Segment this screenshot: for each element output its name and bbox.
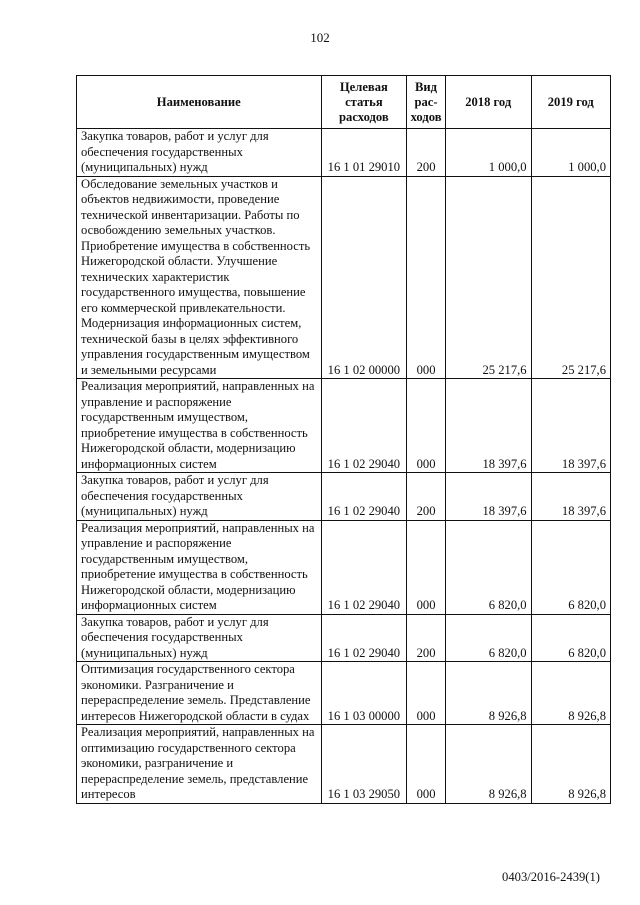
row-amount-2018: 18 397,6 [445,473,531,521]
row-name: Реализация мероприятий, направленных на управление и распоряжение государственным имуществом, приобретение имущества в собственность Нижегородской области, модернизацию информационных систем [77,520,322,614]
row-amount-2018: 18 397,6 [445,379,531,473]
row-expense-type: 200 [407,614,446,662]
row-amount-2018: 8 926,8 [445,725,531,804]
row-name: Закупка товаров, работ и услуг для обеспечения государственных (муниципальных) нужд [77,614,322,662]
table-row [77,176,611,379]
row-amount-2019: 8 926,8 [531,662,610,725]
row-name: Реализация мероприятий, направленных на управление и распоряжение государственным имуществом, приобретение имущества в собственность Нижегородской области, модернизацию информационных систем [77,379,322,473]
table-row [77,614,611,662]
table-row [77,129,611,177]
row-target-code: 16 1 03 00000 [321,662,407,725]
row-amount-2019: 25 217,6 [531,176,610,379]
row-name: Обследование земельных участков и объектов недвижимости, проведение технической инвентаризации. Работы по освобождению земельных участков. Приобретение имущества в собственность Нижегородской области. Улучшение технических характеристик государственного имущества, повышение его коммерческой привлекательности. Модернизация информационных систем, технической базы в целях эффективного управления государственным имуществом и земельными ресурсами [77,176,322,379]
table-row [77,662,611,725]
row-amount-2018: 6 820,0 [445,520,531,614]
row-target-code: 16 1 03 29050 [321,725,407,804]
page-number: 102 [310,30,330,45]
table-row [77,725,611,804]
row-expense-type: 000 [407,662,446,725]
row-name: Закупка товаров, работ и услуг для обеспечения государственных (муниципальных) нужд [77,129,322,177]
row-target-code: 16 1 02 29040 [321,379,407,473]
row-target-code: 16 1 02 29040 [321,520,407,614]
budget-table [76,75,611,804]
header-target-article: Целевая статья расходов [321,76,407,129]
row-expense-type: 000 [407,379,446,473]
row-expense-type: 000 [407,725,446,804]
row-amount-2019: 6 820,0 [531,520,610,614]
row-expense-type: 200 [407,473,446,521]
header-name: Наименование [77,76,322,129]
row-expense-type: 200 [407,129,446,177]
row-amount-2019: 8 926,8 [531,725,610,804]
row-amount-2018: 1 000,0 [445,129,531,177]
row-amount-2019: 1 000,0 [531,129,610,177]
row-amount-2019: 18 397,6 [531,379,610,473]
table-row [77,520,611,614]
row-target-code: 16 1 01 29010 [321,129,407,177]
table-header-row [77,76,611,129]
row-name: Оптимизация государственного сектора экономики. Разграничение и перераспределение земель. Представление интересов Нижегородской области в судах [77,662,322,725]
row-amount-2019: 18 397,6 [531,473,610,521]
row-target-code: 16 1 02 29040 [321,473,407,521]
header-expense-type: Вид рас-ходов [407,76,446,129]
row-amount-2018: 25 217,6 [445,176,531,379]
row-name: Реализация мероприятий, направленных на оптимизацию государственного сектора экономики, разграничение и перераспределение земель, представление интересов [77,725,322,804]
row-expense-type: 000 [407,520,446,614]
row-target-code: 16 1 02 00000 [321,176,407,379]
row-expense-type: 000 [407,176,446,379]
document-code: 0403/2016-2439(1) [502,870,600,884]
row-target-code: 16 1 02 29040 [321,614,407,662]
header-year-2018: 2018 год [445,76,531,129]
table-row [77,379,611,473]
row-amount-2018: 6 820,0 [445,614,531,662]
row-amount-2019: 6 820,0 [531,614,610,662]
table-row [77,473,611,521]
row-amount-2018: 8 926,8 [445,662,531,725]
header-year-2019: 2019 год [531,76,610,129]
row-name: Закупка товаров, работ и услуг для обеспечения государственных (муниципальных) нужд [77,473,322,521]
